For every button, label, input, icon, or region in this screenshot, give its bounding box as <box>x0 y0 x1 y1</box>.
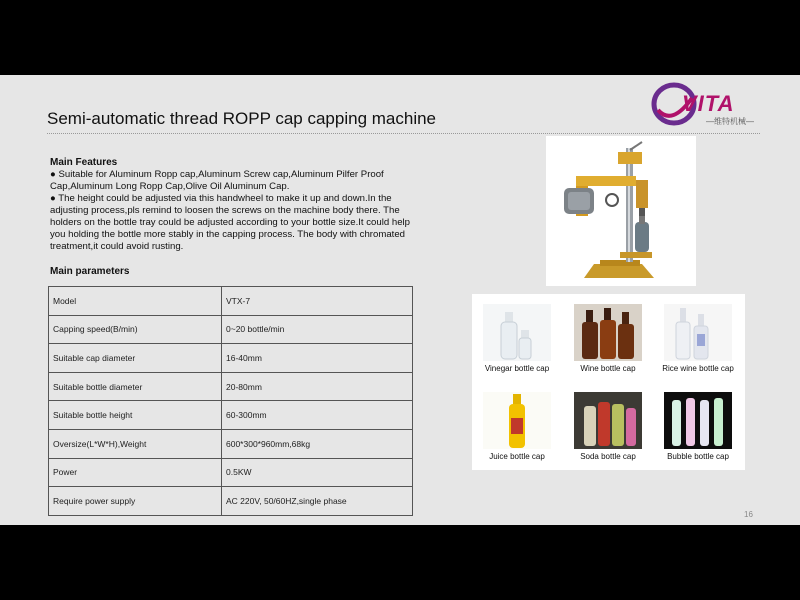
feature-line: adjusting process,pls remind to loosen the screws on the machine body there. The <box>50 205 400 216</box>
soda-bottle-image <box>574 392 642 449</box>
param-value: 0~20 bottle/min <box>222 315 413 344</box>
features-heading: Main Features <box>50 157 118 168</box>
table-row <box>49 287 413 316</box>
param-key: Power <box>49 458 222 487</box>
machine-photo <box>546 136 696 286</box>
wine-bottle-image <box>574 304 642 361</box>
table-row <box>49 401 413 430</box>
feature-line: treatment,it could avoid rusting. <box>50 241 184 252</box>
gallery-caption: Juice bottle cap <box>489 452 545 461</box>
capping-machine-image <box>546 136 696 286</box>
param-value: 0.5KW <box>222 458 413 487</box>
bubble-bottle-image <box>664 392 732 449</box>
slide <box>0 75 800 525</box>
param-value: VTX-7 <box>222 287 413 316</box>
gallery-caption: Bubble bottle cap <box>667 452 729 461</box>
juice-bottle-image <box>483 392 551 449</box>
gallery-caption: Vinegar bottle cap <box>484 364 550 373</box>
rice-wine-bottle-image <box>664 304 732 361</box>
param-key: Require power supply <box>49 487 222 516</box>
table-row <box>49 458 413 487</box>
logo-subtitle: —维特机械— <box>706 117 754 126</box>
param-key: Suitable bottle diameter <box>49 372 222 401</box>
param-value: AC 220V, 50/60HZ,single phase <box>222 487 413 516</box>
table-row <box>49 344 413 373</box>
gallery-caption: Wine bottle cap <box>580 364 636 373</box>
feature-line: holders on the bottle tray could be adjusted according to your bottle size.It could help <box>50 217 410 228</box>
vinegar-bottle-image <box>483 304 551 361</box>
gallery-caption: Rice wine bottle cap <box>662 364 734 373</box>
main-features <box>50 157 435 253</box>
parameters-table <box>48 286 413 516</box>
title-divider <box>47 133 760 134</box>
feature-line: ● Suitable for Aluminum Ropp cap,Aluminum Screw cap,Aluminum Pilfer Proof <box>50 169 384 180</box>
param-key: Oversize(L*W*H),Weight <box>49 429 222 458</box>
param-key: Capping speed(B/min) <box>49 315 222 344</box>
logo-brand: VITA <box>682 91 735 116</box>
cap-gallery <box>472 294 745 470</box>
parameters-heading: Main parameters <box>50 266 130 277</box>
param-value: 60-300mm <box>222 401 413 430</box>
page-number: 16 <box>744 510 753 519</box>
gallery-caption: Soda bottle cap <box>580 452 636 461</box>
param-value: 20-80mm <box>222 372 413 401</box>
param-value: 16-40mm <box>222 344 413 373</box>
param-key: Model <box>49 287 222 316</box>
vita-logo <box>648 80 760 130</box>
param-key: Suitable bottle height <box>49 401 222 430</box>
param-value: 600*300*960mm,68kg <box>222 429 413 458</box>
feature-line: Cap,Aluminum Long Ropp Cap,Olive Oil Aluminum Cap. <box>50 181 290 192</box>
feature-line: ● The height could be adjusted via this handwheel to make it up and down.In the <box>50 193 392 204</box>
feature-line: you holding the bottle more stably in the capping process. The body with chromated <box>50 229 406 240</box>
table-row <box>49 429 413 458</box>
table-row <box>49 315 413 344</box>
slide-title: Semi-automatic thread ROPP cap capping machine <box>47 109 436 128</box>
table-row <box>49 372 413 401</box>
param-key: Suitable cap diameter <box>49 344 222 373</box>
table-row <box>49 487 413 516</box>
